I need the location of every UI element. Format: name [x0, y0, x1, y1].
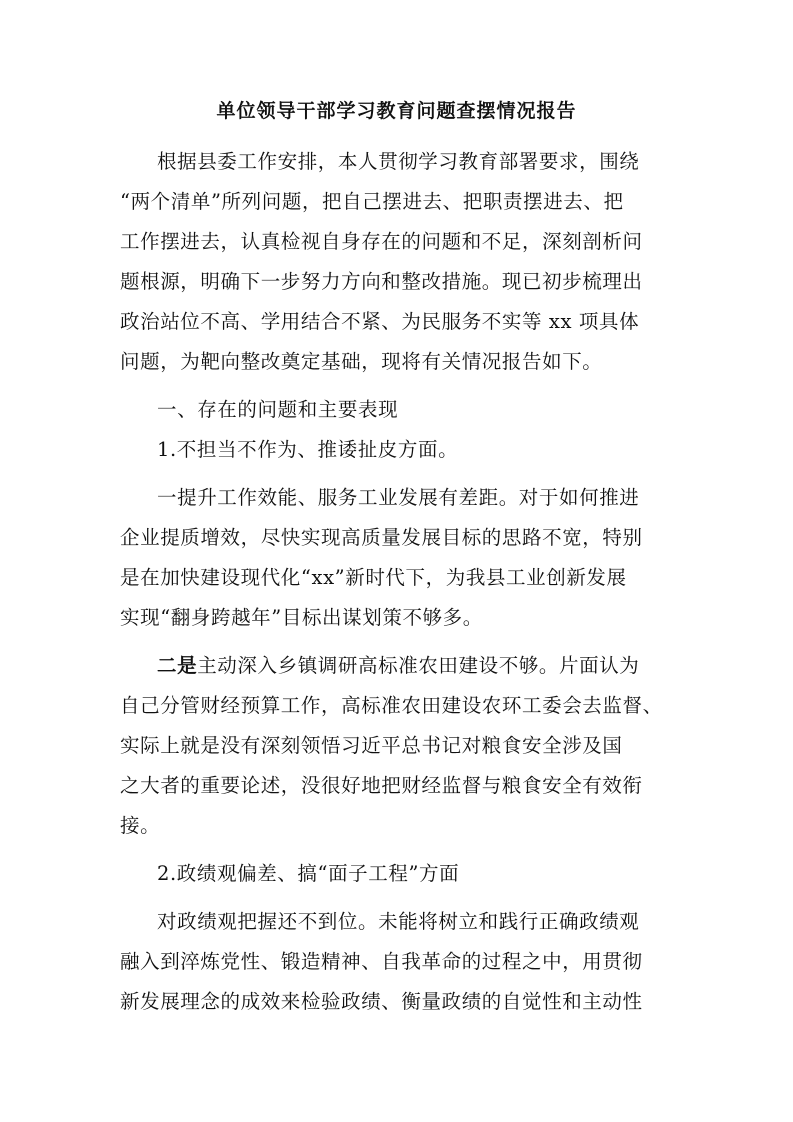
subsection-heading: 2.政绩观偏差、搞“面子工程”方面	[157, 862, 460, 885]
paragraph-line: 题根源，明确下一步努力方向和整改措施。现已初步梳理出	[120, 270, 643, 293]
paragraph-line: 新发展理念的成效来检验政绩、衡量政绩的自觉性和主动性	[120, 990, 643, 1013]
document-title: 单位领导干部学习教育问题查摆情况报告	[216, 100, 577, 122]
paragraph-line: 政治站位不高、学用结合不紧、为民服务不实等 xx 项具体	[120, 310, 640, 333]
section-heading: 一、存在的问题和主要表现	[157, 398, 399, 421]
paragraph-line: 问题，为靶向整改奠定基础，现将有关情况报告如下。	[120, 350, 603, 373]
paragraph-line: 对政绩观把握还不到位。未能将树立和践行正确政绩观	[157, 910, 640, 933]
paragraph-line: “两个清单”所列问题，把自己摆进去、把职责摆进去、把	[120, 190, 624, 213]
paragraph-line: 接。	[120, 814, 161, 837]
subsection-heading: 1.不担当不作为、推诿扯皮方面。	[157, 438, 459, 461]
paragraph-line: 实现“翻身跨越年”目标出谋划策不够多。	[120, 606, 483, 629]
paragraph-line: 实际上就是没有深刻领悟习近平总书记对粮食安全涉及国	[120, 734, 623, 757]
paragraph-line: 工作摆进去，认真检视自身存在的问题和不足，深刻剖析问	[120, 230, 643, 253]
paragraph-line: 自己分管财经预算工作，高标准农田建设农环工委会去监督、	[120, 694, 663, 717]
paragraph-line: 之大者的重要论述，没很好地把财经监督与粮食安全有效衔	[120, 774, 643, 797]
bold-prefix: 二是	[157, 654, 198, 677]
paragraph-line: 根据县委工作安排，本人贯彻学习教育部署要求，围绕	[157, 150, 640, 173]
paragraph-text: 主动深入乡镇调研高标准农田建设不够。片面认为	[197, 654, 640, 677]
paragraph-line: 企业提质增效，尽快实现高质量发展目标的思路不宽，特别	[120, 526, 643, 549]
paragraph-line: 一提升工作效能、服务工业发展有差距。对于如何推进	[157, 486, 640, 509]
paragraph-line	[157, 652, 639, 680]
paragraph-line: 融入到淬炼党性、锻造精神、自我革命的过程之中，用贯彻	[120, 950, 643, 973]
paragraph-line: 是在加快建设现代化“xx”新时代下，为我县工业创新发展	[120, 566, 627, 589]
